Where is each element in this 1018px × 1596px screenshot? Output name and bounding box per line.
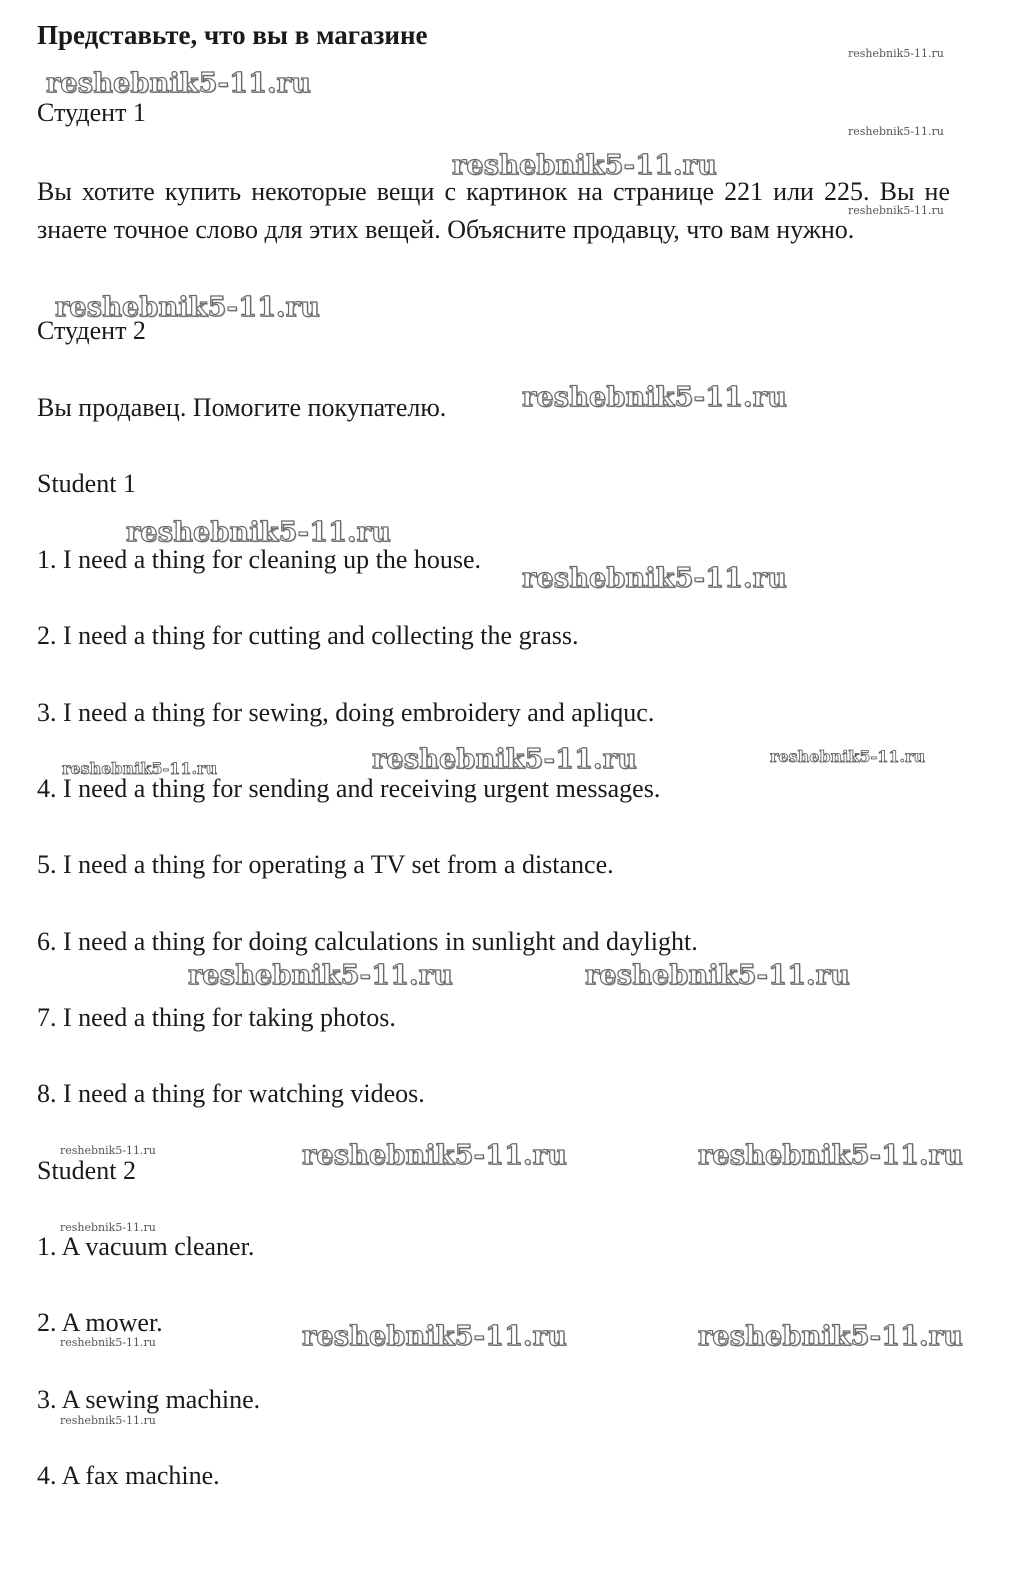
- watermark: reshebnik5-11.ru: [698, 1140, 963, 1171]
- watermark: reshebnik5-11.ru: [848, 47, 944, 60]
- watermark: reshebnik5-11.ru: [126, 517, 391, 548]
- watermark: reshebnik5-11.ru: [302, 1140, 567, 1171]
- student1-item: 6. I need a thing for doing calculations in sunlight and daylight.: [37, 927, 698, 956]
- student2-heading: Student 2: [37, 1156, 136, 1185]
- student1-item: 8. I need a thing for watching videos.: [37, 1079, 425, 1108]
- watermark: reshebnik5-11.ru: [522, 382, 787, 413]
- student1-heading: Student 1: [37, 469, 136, 498]
- student2-item: 2. A mower.: [37, 1308, 163, 1337]
- watermark: reshebnik5-11.ru: [770, 747, 926, 766]
- student1-item: 2. I need a thing for cutting and collecting the grass.: [37, 621, 579, 650]
- student2-ru-text: Вы продавец. Помогите покупателю.: [37, 393, 447, 422]
- student1-item: 7. I need a thing for taking photos.: [37, 1003, 396, 1032]
- watermark: reshebnik5-11.ru: [522, 563, 787, 594]
- student1-ru-text: Вы хотите купить некоторые вещи с картинок на странице 221 или 225. Вы не знаете точное слово для этих вещей. Объясните продавцу, что вам нужно.: [37, 177, 950, 244]
- watermark: reshebnik5-11.ru: [302, 1321, 567, 1352]
- student2-ru-heading: Студент 2: [37, 316, 146, 345]
- watermark: reshebnik5-11.ru: [60, 1144, 156, 1157]
- page-title: Представьте, что вы в магазине: [37, 20, 428, 50]
- watermark: reshebnik5-11.ru: [848, 125, 944, 138]
- watermark: reshebnik5-11.ru: [372, 744, 637, 775]
- student2-item: 4. A fax machine.: [37, 1461, 220, 1490]
- watermark: reshebnik5-11.ru: [188, 960, 453, 991]
- watermark: reshebnik5-11.ru: [60, 1336, 156, 1349]
- watermark: reshebnik5-11.ru: [452, 150, 717, 181]
- student2-item: 3. A sewing machine.: [37, 1385, 261, 1414]
- watermark: reshebnik5-11.ru: [698, 1321, 963, 1352]
- student1-item: 1. I need a thing for cleaning up the house.: [37, 545, 482, 574]
- watermark: reshebnik5-11.ru: [585, 960, 850, 991]
- watermark: reshebnik5-11.ru: [55, 292, 320, 323]
- student1-item: 5. I need a thing for operating a TV set from a distance.: [37, 850, 614, 879]
- watermark: reshebnik5-11.ru: [848, 204, 944, 217]
- watermark: reshebnik5-11.ru: [62, 759, 218, 778]
- student2-item: 1. A vacuum cleaner.: [37, 1232, 255, 1261]
- watermark: reshebnik5-11.ru: [46, 68, 311, 99]
- watermark: reshebnik5-11.ru: [60, 1221, 156, 1234]
- student1-item: 4. I need a thing for sending and receiving urgent messages.: [37, 774, 661, 803]
- watermark: reshebnik5-11.ru: [60, 1414, 156, 1427]
- student1-item: 3. I need a thing for sewing, doing embroidery and apliquc.: [37, 698, 655, 727]
- student1-ru-heading: Студент 1: [37, 98, 146, 127]
